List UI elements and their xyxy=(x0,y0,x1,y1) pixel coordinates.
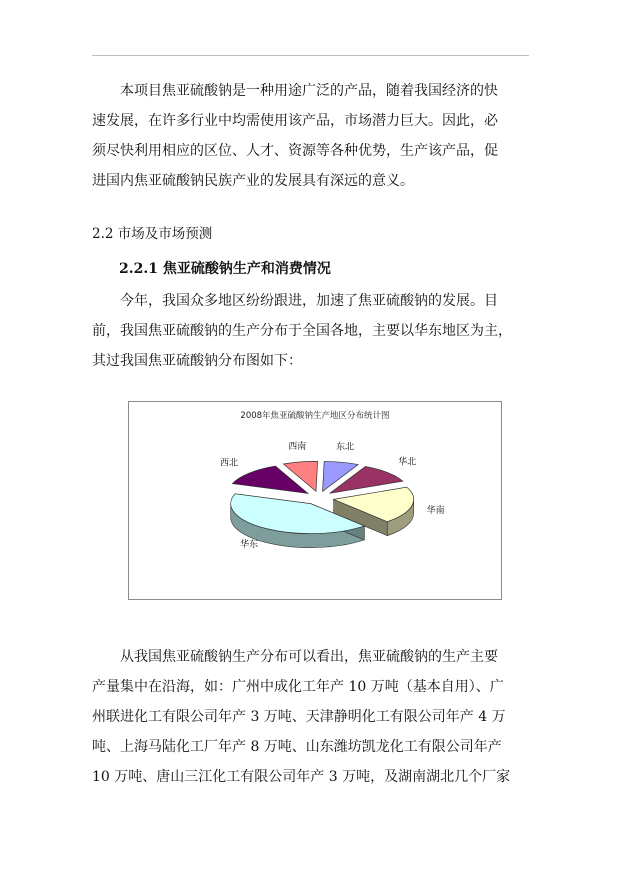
section-heading: 2.2 市场及市场预测 xyxy=(92,226,213,242)
production-paragraph xyxy=(92,286,529,376)
production-line: 其过我国焦亚硫酸钠分布图如下： xyxy=(92,353,302,369)
production-line: 今年，我国众多地区纷纷跟进，加速了焦亚硫酸钠的发展。目 xyxy=(120,293,498,309)
pie-label-东北: 东北 xyxy=(336,442,355,453)
analysis-line: 产量集中在沿海，如：广州中成化工年产 10 万吨（基本自用）、广 xyxy=(92,679,504,695)
pie-label-西北: 西北 xyxy=(219,458,238,469)
analysis-paragraph xyxy=(92,642,529,792)
pie-label-华东: 华东 xyxy=(240,540,259,550)
production-line: 前，我国焦亚硫酸钠的生产分布于全国各地，主要以华东地区为主， xyxy=(92,323,512,339)
distribution-pie-chart xyxy=(128,401,502,600)
analysis-line: 州联进化工有限公司年产 3 万吨、天津静明化工有限公司年产 4 万 xyxy=(92,709,506,725)
analysis-line: 吨、上海马陆化工厂年产 8 万吨、山东潍坊凯龙化工有限公司年产 xyxy=(92,739,502,755)
pie-label-华南: 华南 xyxy=(426,506,445,517)
intro-paragraph xyxy=(92,76,529,196)
pie-label-西南: 西南 xyxy=(288,442,307,453)
analysis-line: 从我国焦亚硫酸钠生产分布可以看出，焦亚硫酸钠的生产主要 xyxy=(120,649,498,665)
intro-line: 进国内焦亚硫酸钠民族产业的发展具有深远的意义。 xyxy=(92,173,414,189)
chart-title: 2008年焦亚硫酸钠生产地区分布统计图 xyxy=(240,411,390,421)
subsection-heading: 2.2.1 焦亚硫酸钠生产和消费情况 xyxy=(119,261,331,277)
intro-line: 须尽快利用相应的区位、人才、资源等各种优势，生产该产品，促 xyxy=(92,143,498,159)
header-rule xyxy=(92,55,529,56)
pie-label-华北: 华北 xyxy=(398,457,417,468)
analysis-line: 10 万吨、唐山三江化工有限公司年产 3 万吨，及湖南湖北几个厂家 xyxy=(92,769,511,785)
pie-chart-svg xyxy=(129,402,501,599)
intro-line: 本项目焦亚硫酸钠是一种用途广泛的产品，随着我国经济的快 xyxy=(120,83,498,99)
intro-line: 速发展，在许多行业中均需使用该产品，市场潜力巨大。因此，必 xyxy=(92,113,498,129)
